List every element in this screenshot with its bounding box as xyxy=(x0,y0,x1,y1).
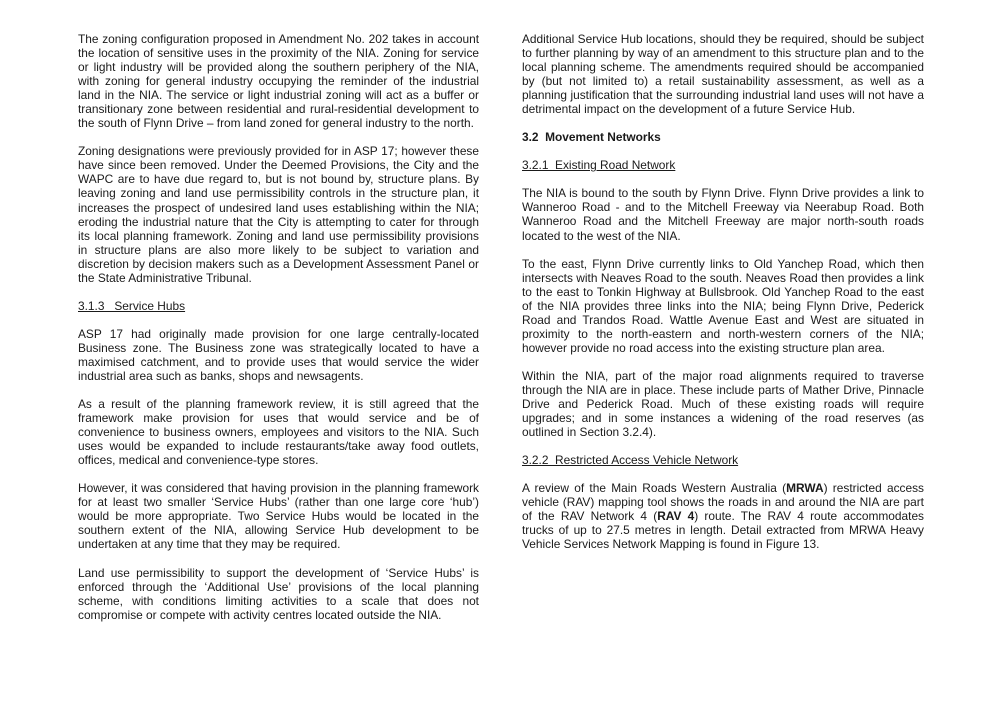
section-heading-rav-network: 3.2.2 Restricted Access Vehicle Network xyxy=(522,453,739,468)
paragraph-land-use-permissibility: Land use permissibility to support the development of ‘Service Hubs’ is enforced through the ‘Additional Use’ provisions of the local planning scheme, with conditions limiting activities to a scale that does not compromise or compete with activity centres located outside the NIA. xyxy=(78,565,479,622)
paragraph-flynn-drive: The NIA is bound to the south by Flynn Drive. Flynn Drive provides a link to Wanneroo Road - and to the Mitchell Freeway via Neerabup Road. Both Wanneroo Road and the Mitchell Freeway are major north-south roads located to the west of the NIA. xyxy=(522,186,924,243)
paragraph-framework-review: As a result of the planning framework review, it is still agreed that the framework make provision for uses that would service and be of convenience to business owners, employees and visitors to the NIA. Such uses would be expanded to include restaurants/take away food outlets, offices, medical and convenience-type stores. xyxy=(78,397,479,468)
paragraph-old-yanchep-road: To the east, Flynn Drive currently links to Old Yanchep Road, which then intersects with Neaves Road to the south. Neaves Road then provides a link to the east to Tonkin Highway at Bullsbrook. Old Yanchep Road to the east of the NIA provides three links into the NIA; being Flynn Drive, Pederick Road and Trandos Road. Wattle Avenue East and West are situated in proximity to the north-eastern and north-western corners of the NIA; however provide no road access into the existing structure plan area. xyxy=(522,256,924,355)
paragraph-zoning-configuration: The zoning configuration proposed in Amendment No. 202 takes in account the location of sensitive uses in the proximity of the NIA. Zoning for service or light industry will be provided along the southern periphery of the NIA, with zoning for general industry occupying the reminder of the industrial land in the NIA. The service or light industrial zoning will act as a buffer or transitionary zone between residential and rural-residential development to the south of Flynn Drive – from land zoned for general industry to the north. xyxy=(78,32,479,131)
paragraph-additional-service-hubs: Additional Service Hub locations, should they be required, should be subject to further planning by way of an amendment to this structure plan and to the local planning scheme. The amendments required should be accompanied by (but not limited to) a retail sustainability assessment, as well as a planning justification that the surrounding industrial land uses will not have a detrimental impact on the development of a future Service Hub. xyxy=(522,32,924,117)
rav4-abbreviation: RAV 4 xyxy=(657,509,695,524)
section-heading-service-hubs: 3.1.3 Service Hubs xyxy=(78,298,186,313)
paragraph-asp17-business-zone: ASP 17 had originally made provision for one large centrally-located Business zone. The Business zone was strategically located to have a maximised catchment, and to provide uses that would service the wider industrial area such as banks, shops and newsagents. xyxy=(78,326,479,383)
left-column xyxy=(78,32,479,636)
mrwa-text-3: ) route. The RAV 4 route accommodates trucks of up to 27.5 metres in length. Detail extracted from MRWA Heavy Vehicle Services Network Mapping is found in Figure 13. xyxy=(522,509,925,552)
paragraph-major-road-alignments: Within the NIA, part of the major road alignments required to traverse through the NIA are in place. These include parts of Mather Drive, Pinnacle Drive and Pederick Road. Much of these existing roads will require upgrades; and in some instances a widening of the road reserves (as outlined in Section 3.2.4). xyxy=(522,368,924,440)
right-column xyxy=(522,32,924,565)
mrwa-abbreviation: MRWA xyxy=(786,481,824,496)
mrwa-text-1: A review of the Main Roads Western Australia ( xyxy=(522,481,787,496)
mrwa-text-2: ) restricted access vehicle (RAV) mapping tool shows the roads in and around the NIA are part of the RAV Network 4 ( xyxy=(522,481,924,524)
section-heading-existing-road-network: 3.2.1 Existing Road Network xyxy=(522,158,676,173)
paragraph-two-service-hubs: However, it was considered that having provision in the planning framework for at least two smaller ‘Service Hubs’ (rather than one large core ‘hub’) would be more appropriate. Two Service Hubs would be located in the southern extent of the NIA, allowing Service Hub development to be undertaken at any time that they may be required. xyxy=(78,481,479,552)
paragraph-mrwa-review xyxy=(522,481,924,551)
paragraph-zoning-designations: Zoning designations were previously provided for in ASP 17; however these have since been removed. Under the Deemed Provisions, the City and the WAPC are to have due regard to, but is not bound by, structure plans. By leaving zoning and land use permissibility controls in the structure plan, it increases the prospect of undesired land uses establishing within the NIA; eroding the industrial nature that the City is attempting to cater for through its local planning framework. Zoning and land use permissibility provisions in structure plans are also more likely to be subject to variation and discretion by decision makers such as a Development Assessment Panel or the State Administrative Tribunal. xyxy=(78,144,479,285)
section-heading-movement-networks: 3.2 Movement Networks xyxy=(522,130,661,145)
